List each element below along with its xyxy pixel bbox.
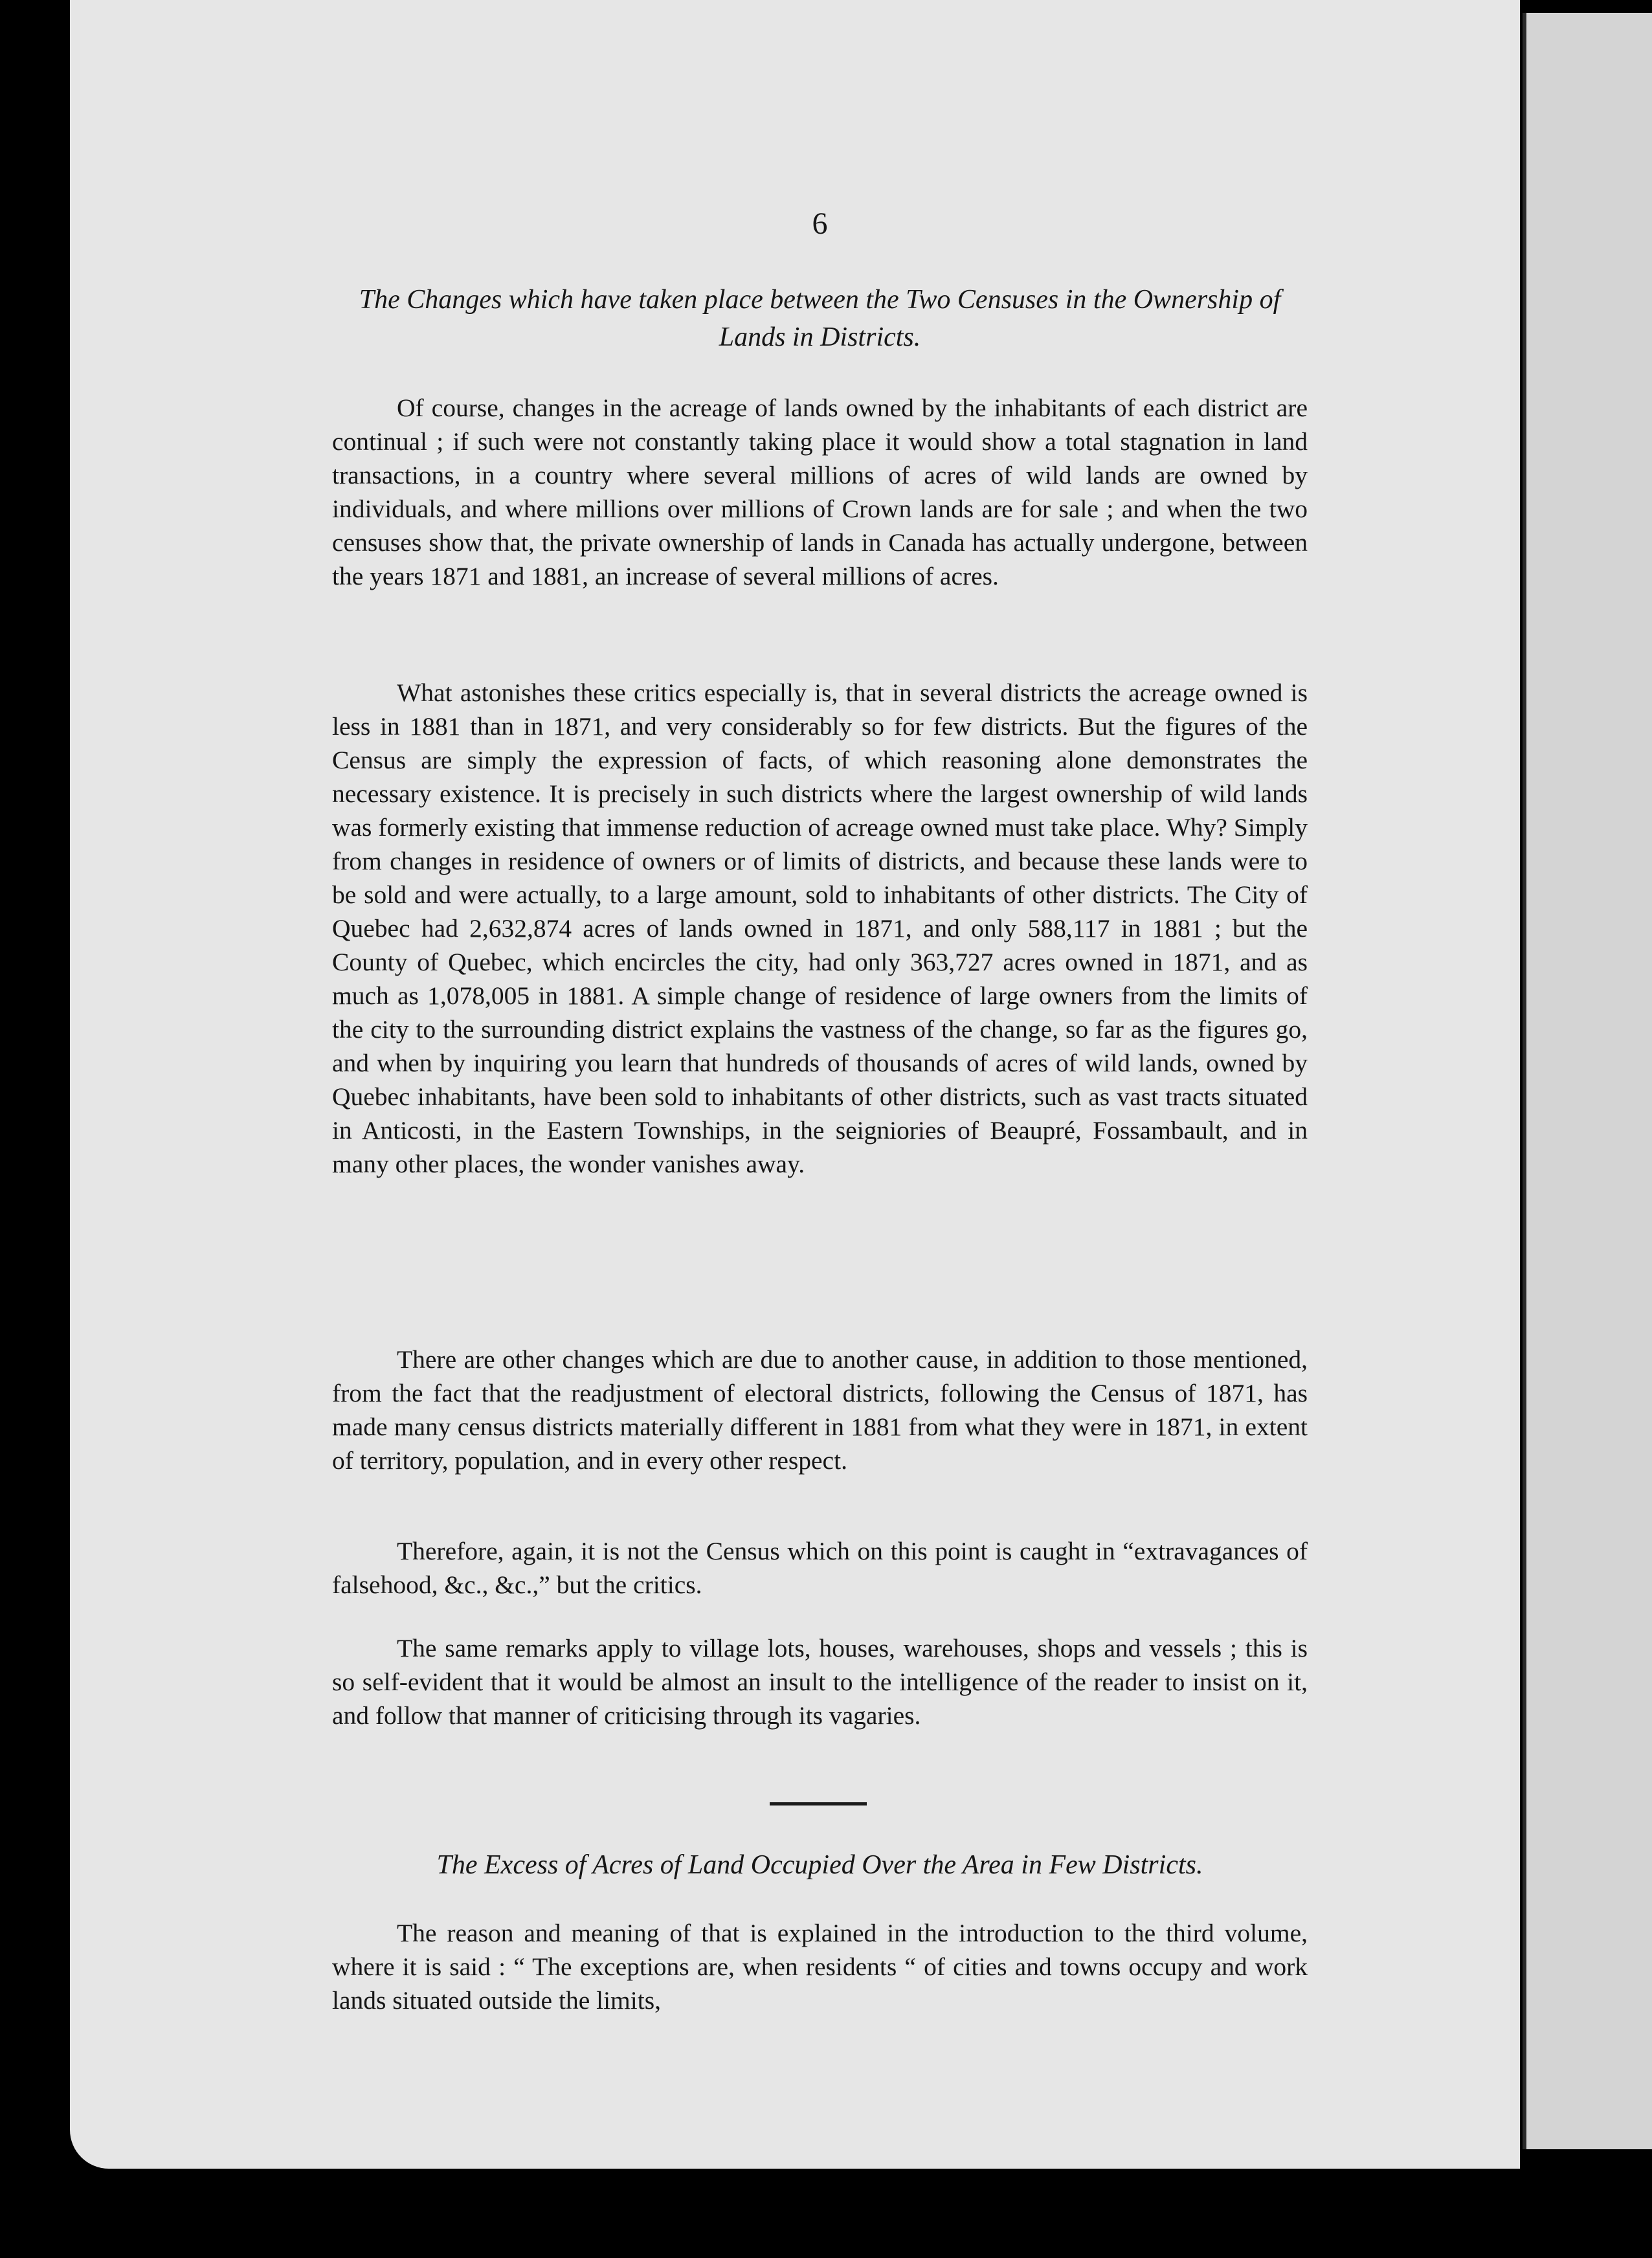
page-number: 6 (812, 207, 828, 241)
adjacent-page-edge (1523, 13, 1652, 2149)
section-divider (770, 1802, 867, 1805)
paragraph-reason-meaning: The reason and meaning of that is explained in the introduction to the third volume, where it is said : “ The exceptions are, when residents “ of cities and towns occupy and work lands situated outside the limits, (332, 1919, 1308, 2015)
section-heading-ownership-changes: The Changes which have taken place between the Two Censuses in the Ownership of Lands in Districts. (359, 285, 1281, 352)
paragraph-same-remarks: The same remarks apply to village lots, houses, warehouses, shops and vessels ; this is so self-evident that it would be almost an insult to the intelligence of the reader to insist on it, and follow that manner of criticising through its vagaries. (332, 1634, 1308, 1730)
paragraph-critics-astonishment: What astonishes these critics especially is, that in several districts the acreage owned is less in 1881 than in 1871, and very considerably so for few districts. But the figures of the Census are simply the expression of facts, of which reasoning alone demonstrates the necessary existence. It is precisely in such districts where the largest ownership of wild lands was formerly existing that immense reduction of acreage owned must take place. Why? Simply from changes in residence of owners or of limits of districts, and because these lands were to be sold and were actually, to a large amount, sold to inhabitants of other districts. The City of Quebec had 2,632,874 acres of lands owned in 1871, and only 588,117 in 1881 ; but the County of Quebec, which encircles the city, had only 363,727 acres owned in 1871, and as much as 1,078,005 in 1881. A simple change of residence of large owners from the limits of the city to the surrounding district explains the vastness of the change, so far as the figures go, and when by inquiring you learn that hundreds of thousands of acres of wild lands, owned by Quebec inhabitants, have been sold to inhabitants of other districts, such as vast tracts situated in Anticosti, in the Eastern Townships, in the seigniories of Beaupré, Fossambault, and in many other places, the wonder vanishes away. (332, 678, 1308, 1178)
section-heading-excess-acres: The Excess of Acres of Land Occupied Over the Area in Few Districts. (436, 1850, 1203, 1880)
paragraph-other-changes: There are other changes which are due to another cause, in addition to those mentioned, from the fact that the readjustment of electoral districts, following the Census of 1871, has made many census districts materially different in 1881 from what they were in 1871, in extent of territory, population, and in every other respect. (332, 1345, 1308, 1475)
paragraph-acreage-changes: Of course, changes in the acreage of lands owned by the inhabitants of each district are continual ; if such were not constantly taking place it would show a total stagnation in land transactions, in a country where several millions of acres of wild lands are owned by individuals, and where millions over millions of Crown lands are for sale ; and when the two censuses show that, the private ownership of lands in Canada has actually undergone, between the years 1871 and 1881, an increase of several millions of acres. (332, 394, 1308, 590)
paragraph-therefore: Therefore, again, it is not the Census which on this point is caught in “extravagances of falsehood, &c., &c.,” but the critics. (332, 1537, 1308, 1599)
